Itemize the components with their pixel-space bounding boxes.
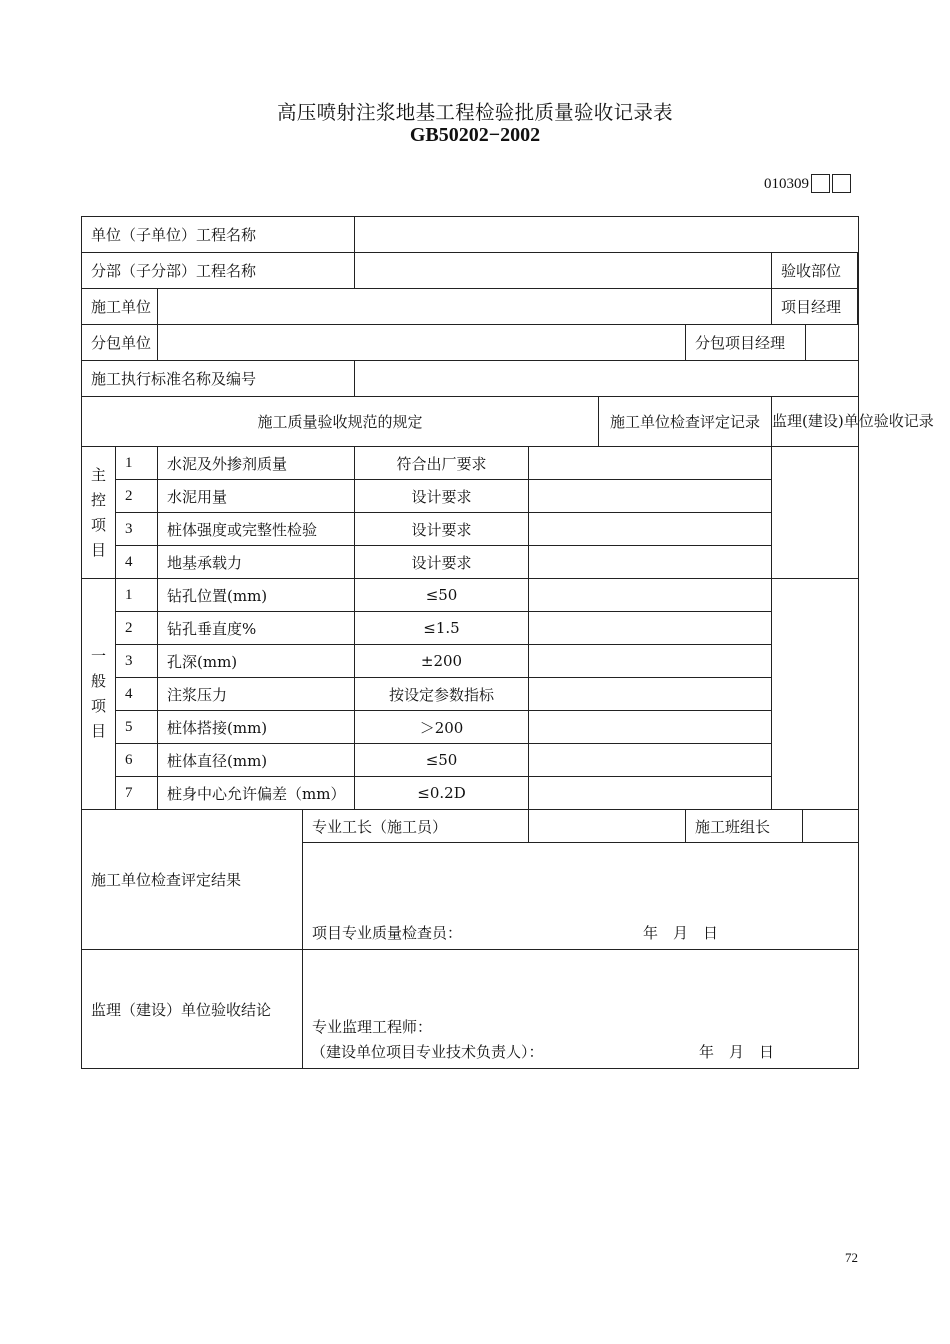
item-number: 1 — [116, 447, 158, 480]
item-requirement: 设计要求 — [355, 480, 529, 513]
item-number: 2 — [116, 480, 158, 513]
item-requirement: ≤1.5 — [355, 612, 529, 645]
page-number: 72 — [845, 1250, 858, 1265]
item-number: 3 — [116, 513, 158, 546]
item-name: 桩体搭接(mm) — [158, 711, 355, 744]
item-name: 桩体强度或完整性检验 — [158, 513, 355, 546]
item-requirement: 符合出厂要求 — [355, 447, 529, 480]
item-name: 注浆压力 — [158, 678, 355, 711]
main-item-row — [82, 546, 859, 579]
item-name: 水泥及外掺剂质量 — [158, 447, 355, 480]
item-number: 2 — [116, 612, 158, 645]
check-record-cell[interactable] — [529, 513, 772, 546]
item-name: 水泥用量 — [158, 480, 355, 513]
item-number: 1 — [116, 579, 158, 612]
main-item-row — [82, 447, 859, 480]
main-item-row — [82, 513, 859, 546]
sub-project-label: 分部（子分部）工程名称 — [82, 253, 355, 289]
general-items-supervision-cell[interactable] — [772, 579, 859, 810]
info-row-sub-project — [82, 253, 859, 289]
item-requirement: 设计要求 — [355, 513, 529, 546]
info-row-construction-unit — [82, 289, 859, 325]
project-manager-label: 项目经理 — [772, 289, 858, 324]
info-row-subcontract — [82, 325, 859, 361]
check-record-header: 施工单位检查评定记录 — [599, 397, 772, 447]
engineer-label: 专业监理工程师： — [312, 1018, 433, 1036]
item-name: 孔深(mm) — [158, 645, 355, 678]
unit-project-label: 单位（子单位）工程名称 — [82, 217, 355, 253]
check-record-cell[interactable] — [529, 777, 772, 810]
main-item-row — [82, 480, 859, 513]
project-manager-cell — [772, 289, 859, 325]
general-item-row — [82, 579, 859, 612]
item-number: 4 — [116, 546, 158, 579]
owner-label: （建设单位项目专业技术负责人）： — [311, 1043, 544, 1061]
item-name: 钻孔位置(mm) — [158, 579, 355, 612]
item-requirement: 设计要求 — [355, 546, 529, 579]
conclusion-date: 年 月 日 — [699, 1043, 775, 1061]
check-record-cell[interactable] — [529, 546, 772, 579]
item-number: 6 — [116, 744, 158, 777]
general-item-row — [82, 777, 859, 810]
standard-value[interactable] — [355, 361, 859, 397]
form-title: 高压喷射注浆地基工程检验批质量验收记录表 — [276, 101, 673, 124]
check-record-cell[interactable] — [529, 645, 772, 678]
owner-line — [311, 1041, 848, 1062]
general-item-row — [82, 744, 859, 777]
item-name: 桩身中心允许偏差（mm） — [158, 777, 355, 810]
subcontract-manager-cell — [686, 325, 859, 361]
items-header-row — [82, 397, 859, 447]
item-name: 桩体直径(mm) — [158, 744, 355, 777]
item-number: 7 — [116, 777, 158, 810]
item-requirement: ＞200 — [355, 711, 529, 744]
subcontract-manager-value[interactable] — [806, 325, 858, 360]
conclusion-row — [82, 950, 859, 1069]
subcontract-unit-value[interactable] — [158, 325, 686, 361]
conclusion-content-cell[interactable] — [303, 950, 859, 1069]
foreman-label: 专业工长（施工员） — [303, 810, 529, 843]
item-name: 地基承载力 — [158, 546, 355, 579]
item-number: 3 — [116, 645, 158, 678]
team-leader-label: 施工班组长 — [686, 810, 803, 843]
info-row-standard — [82, 361, 859, 397]
sub-project-value[interactable] — [355, 253, 772, 289]
item-requirement: ≤50 — [355, 744, 529, 777]
standard-code: GB50202−2002 — [409, 124, 541, 146]
item-number: 4 — [116, 678, 158, 711]
construction-unit-label: 施工单位 — [82, 289, 158, 325]
general-item-row — [82, 645, 859, 678]
general-item-row — [82, 612, 859, 645]
general-item-row — [82, 711, 859, 744]
construction-unit-value[interactable] — [158, 289, 772, 325]
check-record-cell[interactable] — [529, 480, 772, 513]
spec-header: 施工质量验收规范的规定 — [82, 397, 599, 447]
acceptance-part-label-text: 验收部位 — [772, 253, 858, 288]
subcontract-manager-label: 分包项目经理 — [686, 325, 806, 360]
general-item-row — [82, 678, 859, 711]
info-row-unit-project — [82, 217, 859, 253]
acceptance-part-cell — [772, 253, 859, 289]
form-code-box-2[interactable] — [832, 174, 851, 193]
check-record-cell[interactable] — [529, 678, 772, 711]
supervision-record-header-text: 监理(建设)单位验收记录 — [772, 412, 934, 430]
item-requirement: ≤50 — [355, 579, 529, 612]
inspector-line — [312, 922, 848, 943]
item-requirement: ±200 — [355, 645, 529, 678]
subcontract-unit-label: 分包单位 — [82, 325, 158, 361]
result-date: 年 月 日 — [643, 924, 719, 942]
unit-project-value[interactable] — [355, 217, 859, 253]
supervision-record-header — [772, 397, 934, 447]
foreman-value[interactable] — [529, 810, 686, 843]
item-requirement: 按设定参数指标 — [355, 678, 529, 711]
inspector-label: 项目专业质量检查员： — [312, 924, 463, 942]
main-items-group-label: 主 控 项 目 — [82, 447, 116, 579]
item-number: 5 — [116, 711, 158, 744]
form-code-box-1[interactable] — [811, 174, 830, 193]
check-record-cell[interactable] — [529, 447, 772, 480]
result-content-cell[interactable] — [303, 843, 859, 950]
item-name: 钻孔垂直度% — [158, 612, 355, 645]
inspection-form-table — [81, 216, 934, 1069]
check-record-cell[interactable] — [529, 612, 772, 645]
standard-label: 施工执行标准名称及编号 — [82, 361, 355, 397]
form-code-number: 010309 — [764, 176, 809, 192]
conclusion-label: 监理（建设）单位验收结论 — [82, 950, 303, 1069]
check-record-cell[interactable] — [529, 579, 772, 612]
check-record-cell[interactable] — [529, 744, 772, 777]
result-label: 施工单位检查评定结果 — [82, 810, 303, 950]
item-requirement: ≤0.2D — [355, 777, 529, 810]
form-code — [764, 174, 851, 194]
result-signature-row — [82, 810, 859, 843]
main-items-supervision-cell[interactable] — [772, 447, 859, 579]
team-leader-value[interactable] — [803, 810, 859, 843]
check-record-cell[interactable] — [529, 711, 772, 744]
general-items-group-label: 一 般 项 目 — [82, 579, 116, 810]
